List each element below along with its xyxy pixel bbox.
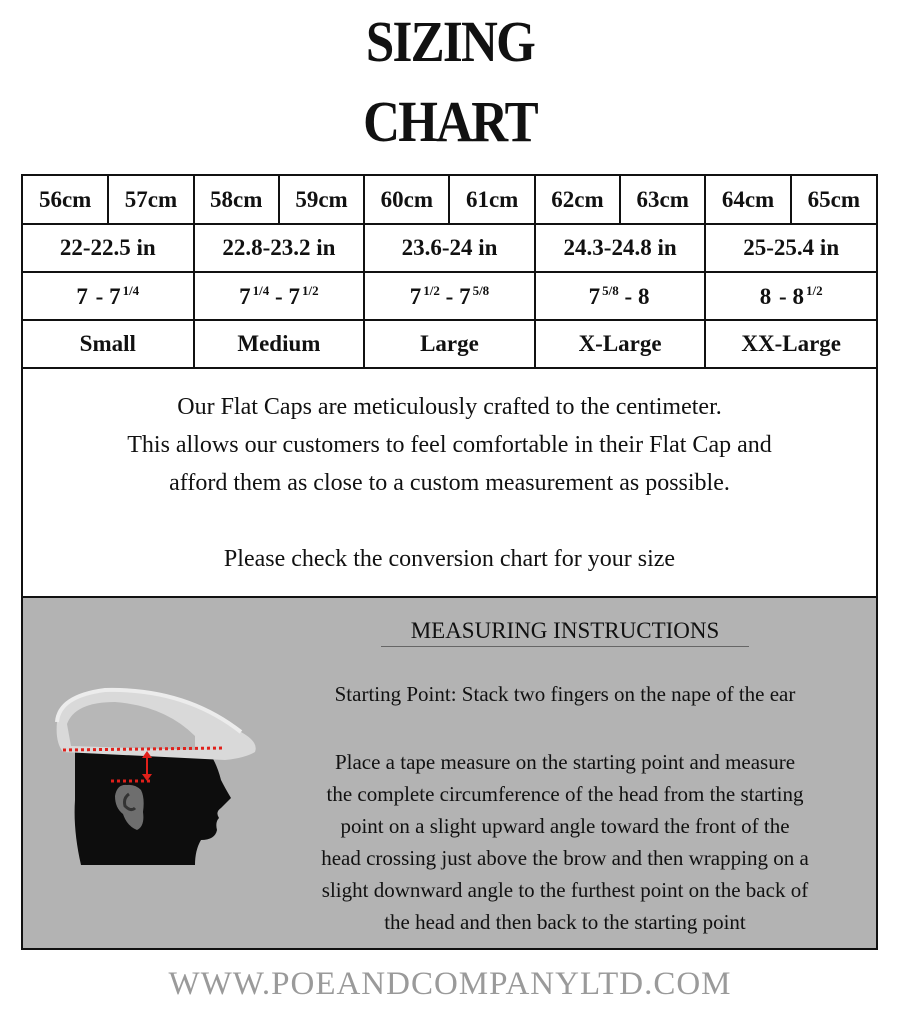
cm-cell: 61cm bbox=[449, 176, 534, 224]
conversion-note: Please check the conversion chart for your size bbox=[223, 546, 676, 572]
hat-size-separator: - bbox=[439, 283, 460, 309]
cm-cell: 58cm bbox=[194, 176, 279, 224]
hat-size-to: 7 bbox=[288, 283, 300, 309]
cm-cell: 56cm bbox=[23, 176, 108, 224]
description-box bbox=[23, 370, 876, 596]
table-row-hat-sizes bbox=[23, 272, 876, 320]
size-table bbox=[23, 176, 876, 369]
table-row-size-labels bbox=[23, 320, 876, 368]
size-label-cell: Medium bbox=[194, 320, 365, 368]
hat-size-to-fraction: 1/2 bbox=[301, 282, 319, 298]
measuring-instructions-text bbox=[268, 746, 862, 938]
instruction-line: point on a slight upward angle toward the front of the bbox=[340, 814, 790, 838]
hat-size-from: 7 bbox=[588, 283, 601, 309]
cm-cell: 60cm bbox=[364, 176, 449, 224]
table-row-centimeters bbox=[23, 176, 876, 224]
description-line-2: This allows our customers to feel comfortable in their Flat Cap and bbox=[127, 432, 772, 458]
hat-size-from-fraction: 1/4 bbox=[252, 282, 270, 298]
hat-size-from: 8 bbox=[759, 283, 772, 309]
cm-cell: 64cm bbox=[705, 176, 790, 224]
hat-size-separator: - bbox=[618, 283, 638, 309]
title-line-1: SIZING bbox=[365, 9, 535, 74]
measuring-heading: MEASURING INSTRUCTIONS bbox=[381, 618, 749, 647]
hat-size-to-fraction: 5/8 bbox=[472, 282, 490, 298]
hat-size-from: 7 bbox=[239, 283, 251, 309]
title-line-2: CHART bbox=[363, 89, 537, 154]
hat-size-separator: - bbox=[89, 283, 110, 309]
table-row-inches bbox=[23, 224, 876, 272]
page-title bbox=[54, 8, 846, 156]
instruction-line: slight downward angle to the furthest point on the back of bbox=[321, 878, 809, 902]
measuring-instructions-section bbox=[23, 596, 876, 948]
hat-size-to: 7 bbox=[459, 283, 471, 309]
instruction-line: head crossing just above the brow and then wrapping on a bbox=[321, 846, 809, 870]
hat-size-cell bbox=[194, 272, 365, 320]
hat-size-separator: - bbox=[269, 283, 289, 309]
size-label-cell: XX-Large bbox=[705, 320, 876, 368]
inch-cell: 24.3-24.8 in bbox=[535, 224, 706, 272]
cm-cell: 63cm bbox=[620, 176, 705, 224]
starting-point-text: Starting Point: Stack two fingers on the nape of the ear bbox=[334, 682, 796, 706]
hat-size-to: 7 bbox=[109, 283, 121, 309]
instruction-line: the complete circumference of the head from the starting bbox=[326, 782, 804, 806]
hat-size-from-fraction: 1/2 bbox=[423, 282, 440, 298]
instruction-line: the head and then back to the starting point bbox=[384, 910, 746, 934]
hat-size-from: 7 bbox=[409, 283, 422, 309]
hat-size-cell bbox=[535, 272, 706, 320]
inch-cell: 25-25.4 in bbox=[705, 224, 876, 272]
description-line-3: afford them as close to a custom measurement as possible. bbox=[169, 470, 730, 496]
head-with-flat-cap-icon bbox=[45, 680, 265, 880]
hat-size-to-fraction: 1/4 bbox=[122, 282, 140, 298]
cm-cell: 57cm bbox=[108, 176, 193, 224]
inch-cell: 23.6-24 in bbox=[364, 224, 535, 272]
hat-size-cell bbox=[364, 272, 535, 320]
size-label-cell: Small bbox=[23, 320, 194, 368]
hat-size-from: 7 bbox=[76, 283, 88, 309]
inch-cell: 22-22.5 in bbox=[23, 224, 194, 272]
size-label-cell: Large bbox=[364, 320, 535, 368]
website-url: WWW.POEANDCOMPANYLTD.COM bbox=[168, 966, 732, 1002]
cm-cell: 65cm bbox=[791, 176, 876, 224]
hat-size-cell bbox=[705, 272, 876, 320]
hat-size-to: 8 bbox=[792, 283, 804, 309]
inch-cell: 22.8-23.2 in bbox=[194, 224, 365, 272]
instruction-line: Place a tape measure on the starting point and measure bbox=[334, 750, 796, 774]
size-label-cell: X-Large bbox=[535, 320, 706, 368]
hat-size-to-fraction: 1/2 bbox=[805, 282, 823, 298]
cm-cell: 62cm bbox=[535, 176, 620, 224]
hat-size-from-fraction: 5/8 bbox=[602, 282, 619, 298]
hat-size-cell bbox=[23, 272, 194, 320]
cm-cell: 59cm bbox=[279, 176, 364, 224]
description-line-1: Our Flat Caps are meticulously crafted to the centimeter. bbox=[177, 394, 722, 420]
hat-size-separator: - bbox=[773, 283, 793, 309]
hat-size-to: 8 bbox=[637, 283, 650, 309]
sizing-chart-frame bbox=[21, 174, 878, 950]
